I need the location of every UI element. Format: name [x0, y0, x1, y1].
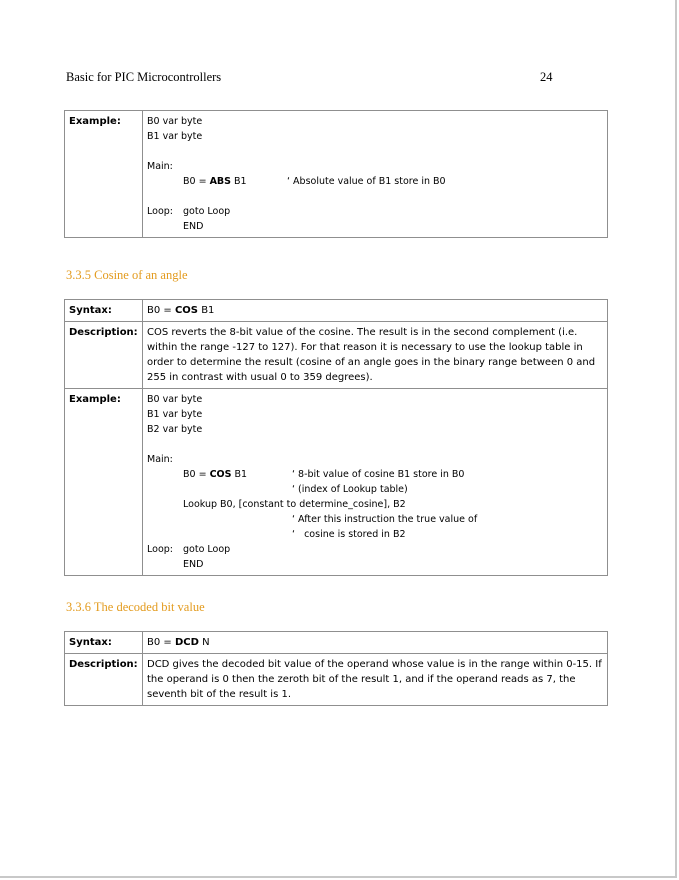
code-line: END [183, 221, 204, 232]
code-line: Main: [147, 454, 173, 465]
code-line: Main: [147, 161, 173, 172]
keyword: DCD [174, 637, 199, 648]
section-heading-decoded-bit: 3.3.6 The decoded bit value [66, 600, 205, 614]
code-line: Lookup B0, [constant to determine_cosine], B2 [183, 499, 406, 510]
running-header-title: Basic for PIC Microcontrollers [66, 70, 222, 84]
description-label: Description: [65, 322, 143, 389]
code-comment: ‘ (index of Lookup table) [292, 484, 408, 495]
code-line: B0 = ABS B1 ‘ Absolute value of B1 store in B0 [183, 176, 446, 187]
code-line [147, 527, 602, 542]
syntax-label: Syntax: [65, 632, 143, 654]
abs-example-table [64, 110, 608, 238]
code-line: B1 var byte [147, 131, 203, 142]
page-number: 24 [540, 70, 553, 84]
example-label: Example: [65, 389, 143, 576]
code-line: Loop: goto Loop [147, 544, 231, 555]
code-line: Loop: goto Loop [147, 206, 231, 217]
keyword: ABS [209, 176, 231, 187]
keyword: COS [174, 305, 199, 316]
code-comment: ‘ cosine is stored in B2 [292, 529, 406, 540]
description-label: Description: [65, 654, 143, 706]
code-line [147, 482, 602, 497]
description-text: DCD gives the decoded bit value of the operand whose value is in the range within 0-15. If the operand is 0 then the zeroth bit of the result 1, and if the operand reads as 7, the seventh bit of the result is 1. [143, 654, 608, 706]
syntax-value: B0 = DCD N [143, 632, 608, 654]
example-code [143, 389, 608, 576]
code-line: B2 var byte [147, 424, 203, 435]
keyword: COS [209, 469, 232, 480]
code-comment: ‘ 8-bit value of cosine B1 store in B0 [292, 469, 465, 480]
example-code [143, 111, 608, 238]
section-heading-cosine: 3.3.5 Cosine of an angle [66, 268, 188, 282]
code-line: B0 var byte [147, 116, 203, 127]
code-comment: ‘ Absolute value of B1 store in B0 [287, 176, 446, 187]
code-line [147, 512, 602, 527]
code-line: END [183, 559, 204, 570]
code-comment: ‘ After this instruction the true value of [292, 514, 478, 525]
code-line: B0 = COS B1 ‘ 8-bit value of cosine B1 store in B0 [183, 469, 465, 480]
dcd-table [64, 631, 608, 706]
syntax-value: B0 = COS B1 [143, 300, 608, 322]
cos-table [64, 299, 608, 576]
syntax-label: Syntax: [65, 300, 143, 322]
code-line: B0 var byte [147, 394, 203, 405]
example-label: Example: [65, 111, 143, 238]
description-text: COS reverts the 8-bit value of the cosine. The result is in the second complement (i.e. within the range -127 to 127). For that reason it is necessary to use the lookup table in order to determine the result (cosine of an angle goes in the binary range between 0 and 255 in contrast with usual 0 to 359 degrees). [143, 322, 608, 389]
code-line: B1 var byte [147, 409, 203, 420]
